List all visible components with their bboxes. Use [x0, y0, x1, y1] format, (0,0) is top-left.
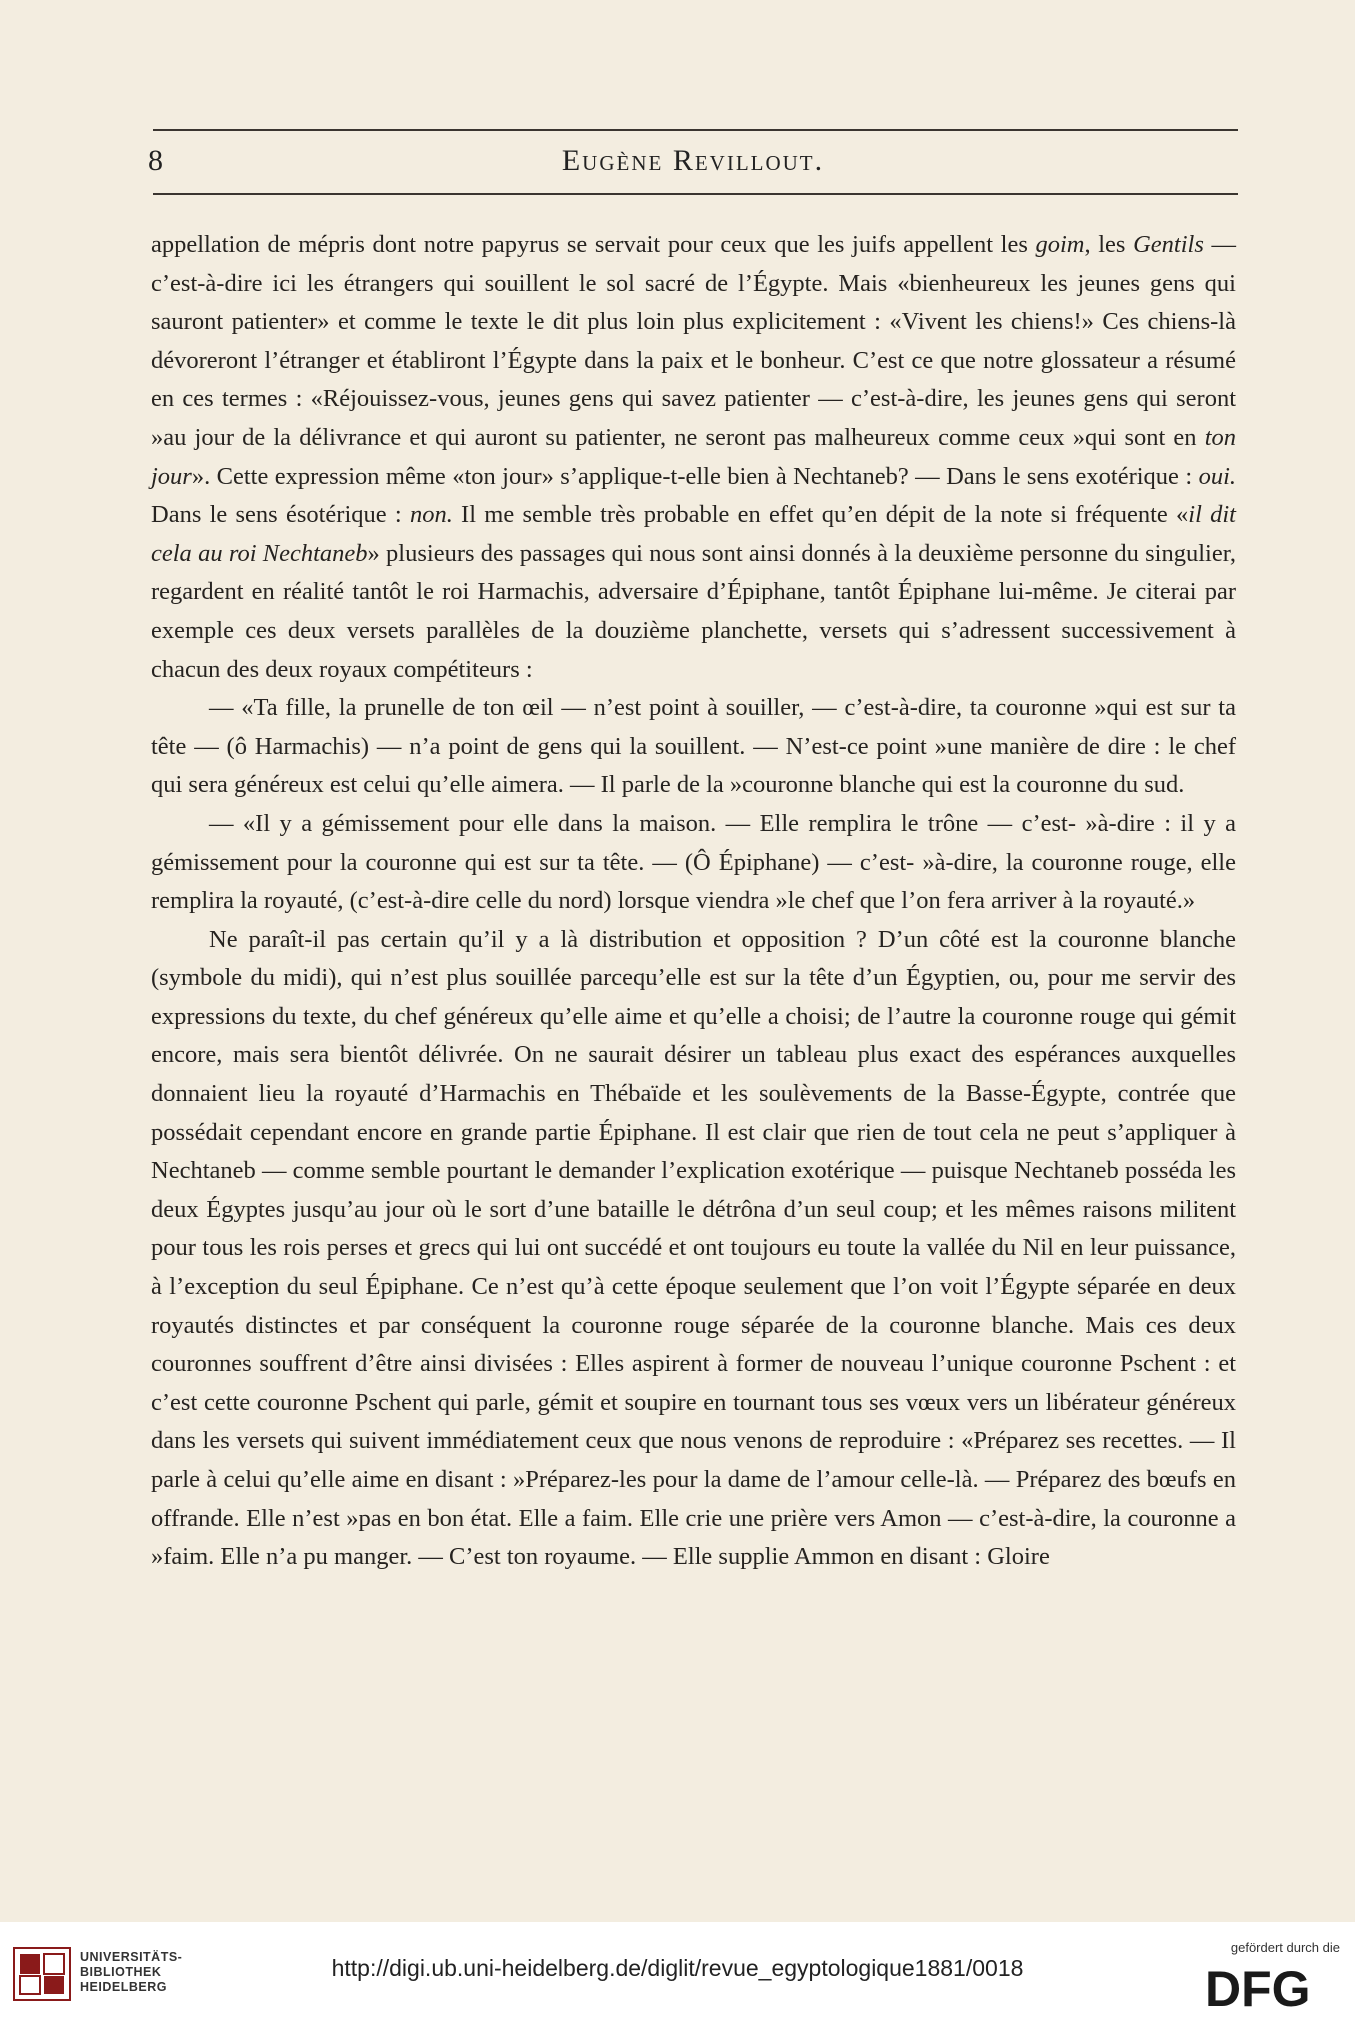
permalink-url[interactable]: http://digi.ub.uni-heidelberg.de/diglit/revue_egyptologique1881/0018: [331, 1955, 1024, 1981]
header-bottom-rule: [153, 193, 1238, 195]
body-paragraph: [151, 226, 1236, 689]
funder-caption: gefördert durch die: [1230, 1940, 1340, 1955]
italic-text: il dit cela au roi Nechtaneb: [151, 501, 1236, 567]
text-run: , les: [1084, 231, 1134, 258]
dfg-logo-text: DFG: [1205, 1962, 1311, 2010]
dfg-logo-icon: [1205, 1962, 1343, 2010]
italic-text: ton jour: [151, 423, 1236, 490]
text-run: Ne paraît-il pas certain qu’il y a là distribution et opposition ? D’un côté est la couronne blanche (symbole du midi), qui n’est plus souillée parcequ’elle est sur la tête d’un Égyptien, ou, pour me servir des expressions du texte, du chef généreux qu’elle aime et qu’elle a choisi; de l’autre la couronne rouge qui gémit encore, mais sera bientôt délivrée. On ne saurait désirer un tableau plus exact des espérances auxquelles donnaient lieu la royauté d’Harmachis en Thébaïde et les soulèvements de la Basse-Égypte, contrée que possédait cependant encore en grande partie Épiphane. Il est clair que rien de tout cela ne peut s’appliquer à Nechtaneb — comme semble pourtant le demander l’explication exotérique — puisque Nechtaneb posséda les deux Égyptes jusqu’au jour où le sort d’une bataille le détrôna d’un seul coup; et les mêmes raisons militent pour tous les rois perses et grecs qui lui ont succédé et ont toujours eu toute la vallée du Nil en leur puissance, à l’exception du seul Épiphane. Ce n’est qu’à cette époque seulement que l’on voit l’Égypte séparée en deux royautés distinctes et par conséquent la couronne rouge séparée de la couronne blanche. Mais ces deux couronnes souffrent d’être ainsi divisées : Elles aspirent à former de nouveau l’unique couronne Pschent : et c’est cette couronne Pschent qui parle, gémit et soupire en tournant tous ses vœux vers un libérateur généreux dans les versets qui suivent immédiatement ceux que nous venons de reproduire : «Préparez ses recettes. — Il parle à celui qu’elle aime en disant : »Préparez-les pour la dame de l’amour celle-là. — Préparez des bœufs en offrande. Elle n’est »pas en bon état. Elle a faim. Elle crie une prière vers Amon — c’est-à-dire, la couronne a »faim. Elle n’a pu manger. — C’est ton royaume. — Elle supplie Ammon en disant : Gloire: [151, 925, 1236, 1571]
text-run: Il me semble très probable en effet qu’en dépit de la note si fréquente «: [452, 501, 1189, 529]
body-paragraph: [151, 921, 1236, 1577]
text-run: — «Ta fille, la prunelle de ton œil — n’est point à souiller, — c’est-à-dire, ta couronne »qui est sur ta tête — (ô Harmachis) — n’a point de gens qui la souillent. — N’est-ce point »une manière de dire : le chef qui sera généreux est celui qu’elle aimera. — Il parle de la »couronne blanche qui est la couronne du sud.: [151, 694, 1236, 799]
text-run: » plusieurs des passages qui nous sont ainsi donnés à la deuxième personne du singulier, regardent en réalité tantôt le roi Harmachis, adversaire d’Épiphane, tantôt Épiphane lui-même. Je citerai par exemple ces deux versets parallèles de la douzième planchette, versets qui s’adressent successivement à chacun des deux royaux compétiteurs :: [151, 539, 1236, 683]
page-number: 8: [148, 144, 163, 177]
running-header: [148, 144, 1238, 184]
quoted-verse-paragraph: [151, 689, 1236, 805]
running-title: Eugène Revillout.: [561, 144, 825, 177]
italic-text: goim: [1035, 231, 1085, 258]
text-run: appellation de mépris dont notre papyrus se servait pour ceux que les juifs appellent les: [151, 231, 1036, 258]
text-run: Dans le sens ésotérique :: [151, 501, 410, 529]
italic-text: oui.: [1198, 462, 1236, 490]
library-name-line: UNIVERSITÄTS-: [80, 1950, 183, 1964]
text-run: — «Il y a gémissement pour elle dans la maison. — Elle remplira le trône — c’est- »à-dire : il y a gémissement pour la couronne qui est sur ta tête. — (Ô Épiphane) — c’est- »à-dire, la couronne rouge, elle remplira la royauté, (c’est-à-dire celle du nord) lorsque viendra »le chef que l’on fera arriver à la royauté.»: [151, 809, 1236, 915]
library-name-line: BIBLIOTHEK: [80, 1965, 162, 1979]
digitization-footer: [0, 1922, 1355, 2022]
body-text: [151, 226, 1236, 1577]
header-top-rule: [153, 129, 1238, 131]
quoted-verse-paragraph: [151, 805, 1236, 921]
text-run: ». Cette expression même «ton jour» s’applique-t-elle bien à Nechtaneb? — Dans le sens exotérique :: [191, 462, 1199, 490]
italic-text: Gentils: [1133, 231, 1204, 258]
library-name-line: HEIDELBERG: [80, 1980, 167, 1994]
text-run: — c’est-à-dire ici les étrangers qui souillent le sol sacré de l’Égypte. Mais «bienheureux les jeunes gens qui sauront patienter» et comme le texte le dit plus loin plus explicitement : «Vivent les chiens!» Ces chiens-là dévoreront l’étranger et établiront l’Égypte dans la paix et le bonheur. C’est ce que notre glossateur a résumé en ces termes : «Réjouissez-vous, jeunes gens qui savez patienter — c’est-à-dire, les jeunes gens qui seront »au jour de la délivrance et qui auront su patienter, ne seront pas malheureux comme ceux »qui sont en: [151, 231, 1236, 451]
italic-text: non.: [409, 501, 453, 529]
